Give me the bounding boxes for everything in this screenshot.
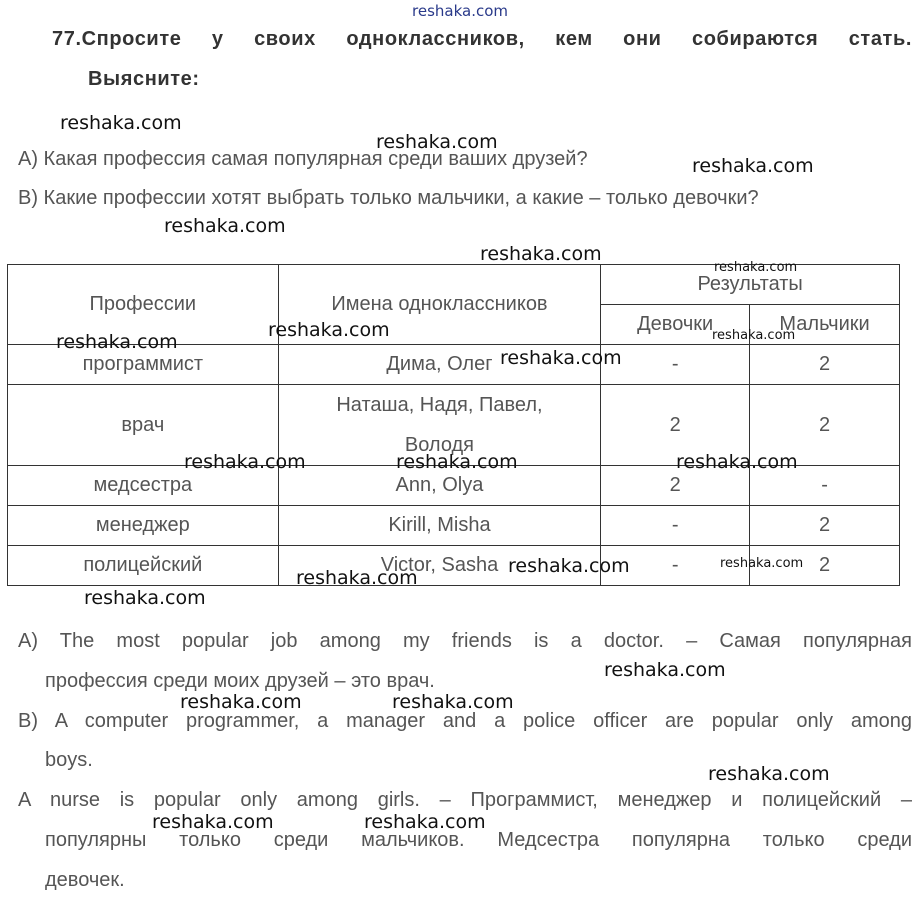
watermark: reshaka.com (180, 691, 302, 713)
cell-boys: 2 (750, 345, 900, 385)
watermark: reshaka.com (296, 567, 418, 589)
cell-profession: полицейский (8, 546, 279, 586)
header-professions: Профессии (8, 265, 279, 345)
cell-names: Ann, Olya (278, 466, 601, 506)
cell-profession: медсестра (8, 466, 279, 506)
results-table (7, 264, 900, 586)
watermark: reshaka.com (720, 556, 804, 571)
cell-boys: 2 (750, 546, 900, 586)
cell-names: Дима, Олег (278, 345, 601, 385)
cell-boys: - (750, 466, 900, 506)
watermark: reshaka.com (376, 131, 498, 153)
watermark: reshaka.com (152, 811, 274, 833)
header-girls: Девочки (601, 305, 750, 345)
cell-names-line1: Наташа, Надя, Павел, (336, 394, 543, 416)
watermark: reshaka.com (604, 659, 726, 681)
answer-c-line2: популярны только среди мальчиков. Медсестра популярна только среди (45, 829, 912, 851)
watermark: reshaka.com (508, 555, 630, 577)
cell-girls: - (601, 506, 750, 546)
cell-names: Kirill, Misha (278, 506, 601, 546)
question-a: A) Какая профессия самая популярная среди ваших друзей? (18, 148, 588, 170)
answer-c-line3: девочек. (45, 869, 125, 891)
watermark: reshaka.com (184, 451, 306, 473)
header-results: Результаты (601, 265, 900, 305)
cell-profession: программист (8, 345, 279, 385)
question-b: B) Какие профессии хотят выбрать только мальчики, а какие – только девочки? (18, 187, 759, 209)
cell-girls: - (601, 345, 750, 385)
task-title-text: Спросите у своих одноклассников, кем они собираются стать. (81, 28, 912, 50)
watermark: reshaka.com (676, 451, 798, 473)
watermark: reshaka.com (480, 243, 602, 265)
watermark: reshaka.com (708, 763, 830, 785)
watermark-top: reshaka.com (412, 2, 508, 20)
watermark: reshaka.com (396, 451, 518, 473)
table-row (8, 506, 900, 546)
watermark: reshaka.com (364, 811, 486, 833)
answer-c-line1: A nurse is popular only among girls. – Программист, менеджер и полицейский – (18, 789, 912, 811)
header-names: Имена одноклассников (278, 265, 601, 345)
watermark: reshaka.com (268, 319, 390, 341)
watermark: reshaka.com (392, 691, 514, 713)
cell-boys: 2 (750, 506, 900, 546)
answer-a-line2: профессия среди моих друзей – это врач. (45, 670, 435, 692)
watermark: reshaka.com (500, 347, 622, 369)
answer-a-line1: A) The most popular job among my friends is a doctor. – Самая популярная (18, 630, 912, 652)
watermark: reshaka.com (712, 328, 796, 343)
watermark: reshaka.com (84, 587, 206, 609)
answer-b-line2: boys. (45, 749, 93, 771)
cell-names-line2: Володя (404, 434, 475, 456)
watermark: reshaka.com (164, 215, 286, 237)
task-title (52, 28, 912, 51)
watermark: reshaka.com (692, 155, 814, 177)
task-number: 77. (52, 28, 82, 50)
cell-girls: 2 (601, 385, 750, 466)
header-boys: Мальчики (750, 305, 900, 345)
cell-profession: менеджер (8, 506, 279, 546)
task-title-continued: Выясните: (88, 68, 200, 90)
cell-girls: - (601, 546, 750, 586)
watermark: reshaka.com (56, 331, 178, 353)
cell-boys: 2 (750, 385, 900, 466)
watermark: reshaka.com (60, 112, 182, 134)
answer-b-line1: B) A computer programmer, a manager and a police officer are popular only among (18, 710, 912, 732)
cell-names: Victor, Sasha (278, 546, 601, 586)
cell-girls: 2 (601, 466, 750, 506)
cell-profession: врач (8, 385, 279, 466)
watermark: reshaka.com (714, 260, 798, 275)
